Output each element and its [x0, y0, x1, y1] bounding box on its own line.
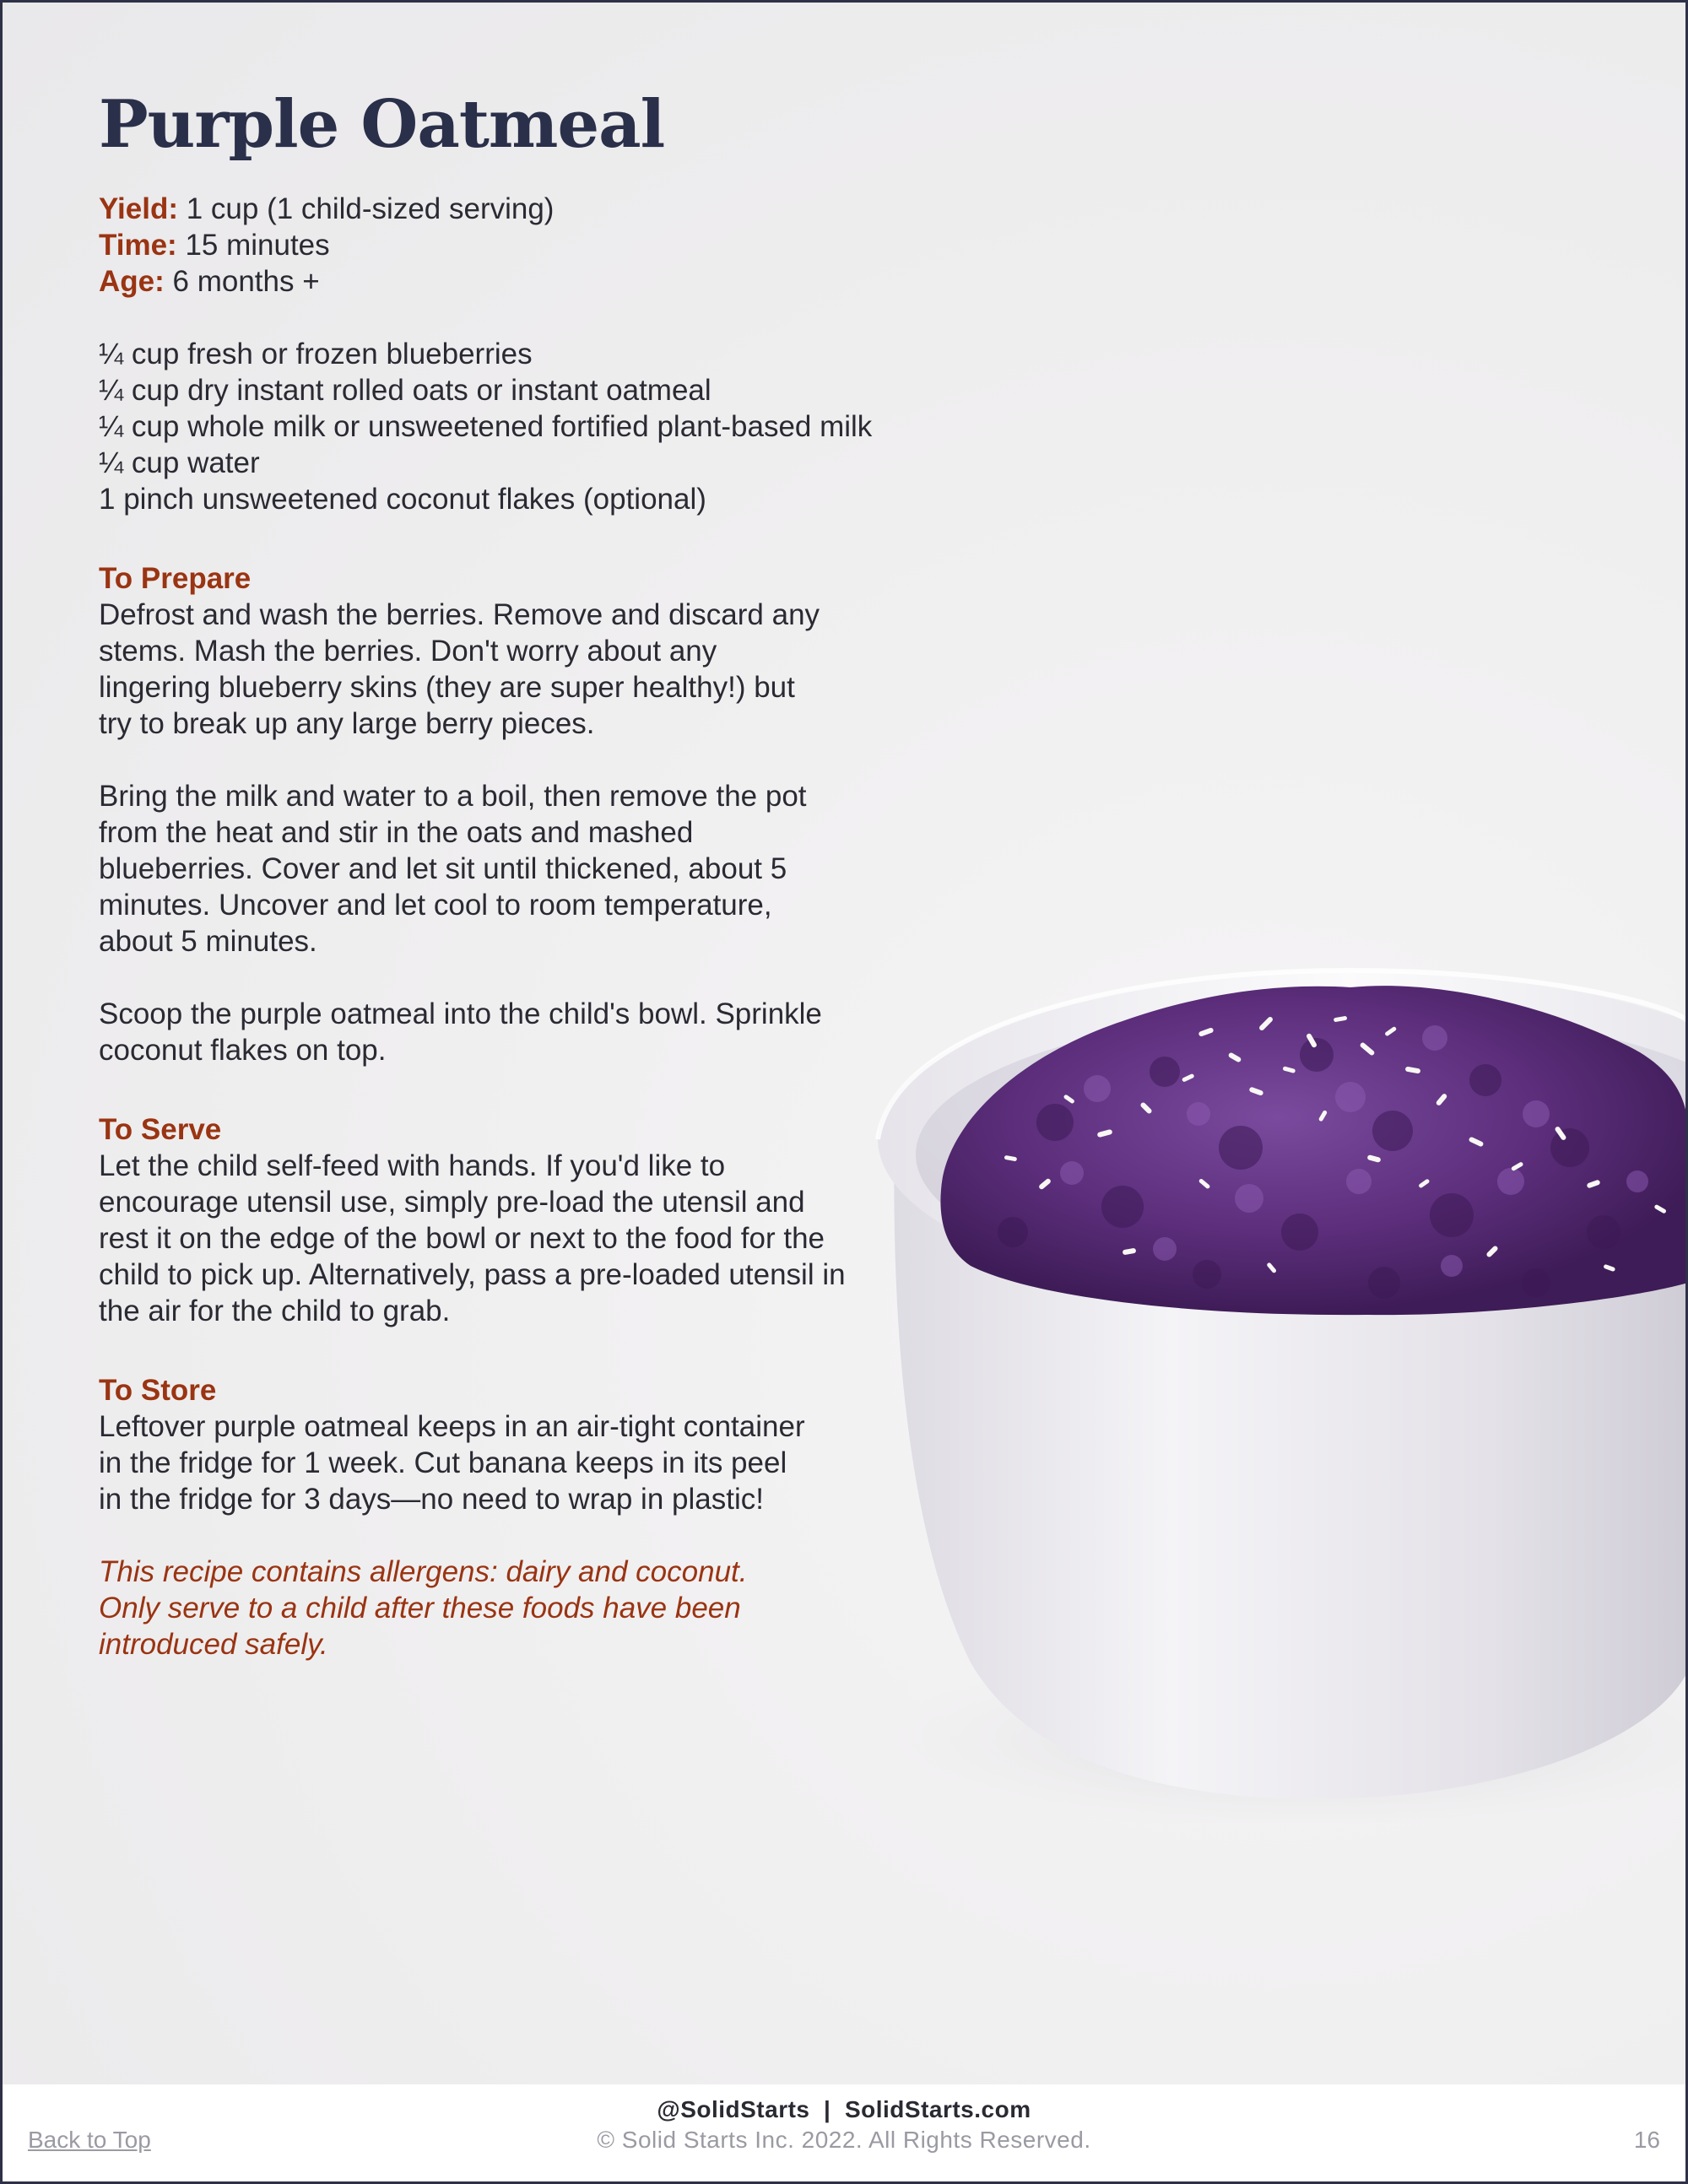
ingredient-item: ¼ cup dry instant rolled oats or instant oatmeal: [99, 374, 711, 407]
prepare-heading: To Prepare: [99, 562, 252, 595]
ingredients-list: [99, 336, 977, 517]
age-value: 6 months +: [164, 265, 320, 298]
footer-copyright: © Solid Starts Inc. 2022. All Rights Reserved.: [597, 2127, 1091, 2153]
prepare-step-1: Defrost and wash the berries. Remove and discard any stems. Mash the berries. Don't worry about any lingering blueberry skins (they are super healthy!) but try to break up any large berry pieces.: [99, 598, 820, 740]
page-number: 16: [1633, 2127, 1660, 2153]
age-line: [99, 263, 977, 300]
page-footer: [3, 2084, 1685, 2181]
allergen-note: This recipe contains allergens: dairy and coconut. Only serve to a child after these foods have been introduced safely.: [99, 1555, 748, 1661]
store-text: Leftover purple oatmeal keeps in an air-tight container in the fridge for 1 week. Cut banana keeps in its peel in the fridge for 3 days—no need to wrap in plastic!: [99, 1410, 805, 1516]
prepare-step-3: Scoop the purple oatmeal into the child's bowl. Sprinkle coconut flakes on top.: [99, 997, 822, 1067]
time-line: [99, 227, 977, 263]
age-label: Age:: [99, 265, 165, 298]
prepare-section: [99, 597, 825, 1068]
recipe-title: Purple Oatmeal: [99, 86, 665, 163]
prepare-step-2: Bring the milk and water to a boil, then remove the pot from the heat and stir in the oats and mashed blueberries. Cover and let sit until thickened, about 5 minutes. Uncover and let cool to room temperature, about 5 minutes.: [99, 780, 807, 958]
yield-label: Yield:: [99, 192, 178, 225]
ingredient-item: 1 pinch unsweetened coconut flakes (optional): [99, 483, 706, 516]
footer-social-links[interactable]: @SolidStarts | SolidStarts.com: [657, 2096, 1031, 2122]
ingredient-item: ¼ cup fresh or frozen blueberries: [99, 338, 533, 370]
store-heading: To Store: [99, 1374, 217, 1407]
serve-heading: To Serve: [99, 1113, 222, 1146]
serve-text: Let the child self-feed with hands. If you'd like to encourage utensil use, simply pre-load the utensil and rest it on the edge of the bowl or next to the food for the child to pick up. Alternatively, pass a pre-loaded utensil in the air for the child to grab.: [99, 1149, 846, 1327]
ingredient-item: ¼ cup water: [99, 446, 260, 479]
time-value: 15 minutes: [176, 229, 330, 262]
yield-line: [99, 191, 977, 227]
recipe-meta: [99, 191, 977, 300]
time-label: Time:: [99, 229, 177, 262]
recipe-content: [99, 84, 977, 1662]
yield-value: 1 cup (1 child-sized serving): [178, 192, 555, 225]
ingredient-item: ¼ cup whole milk or unsweetened fortified plant-based milk: [99, 410, 873, 443]
back-to-top-link[interactable]: Back to Top: [28, 2127, 151, 2153]
